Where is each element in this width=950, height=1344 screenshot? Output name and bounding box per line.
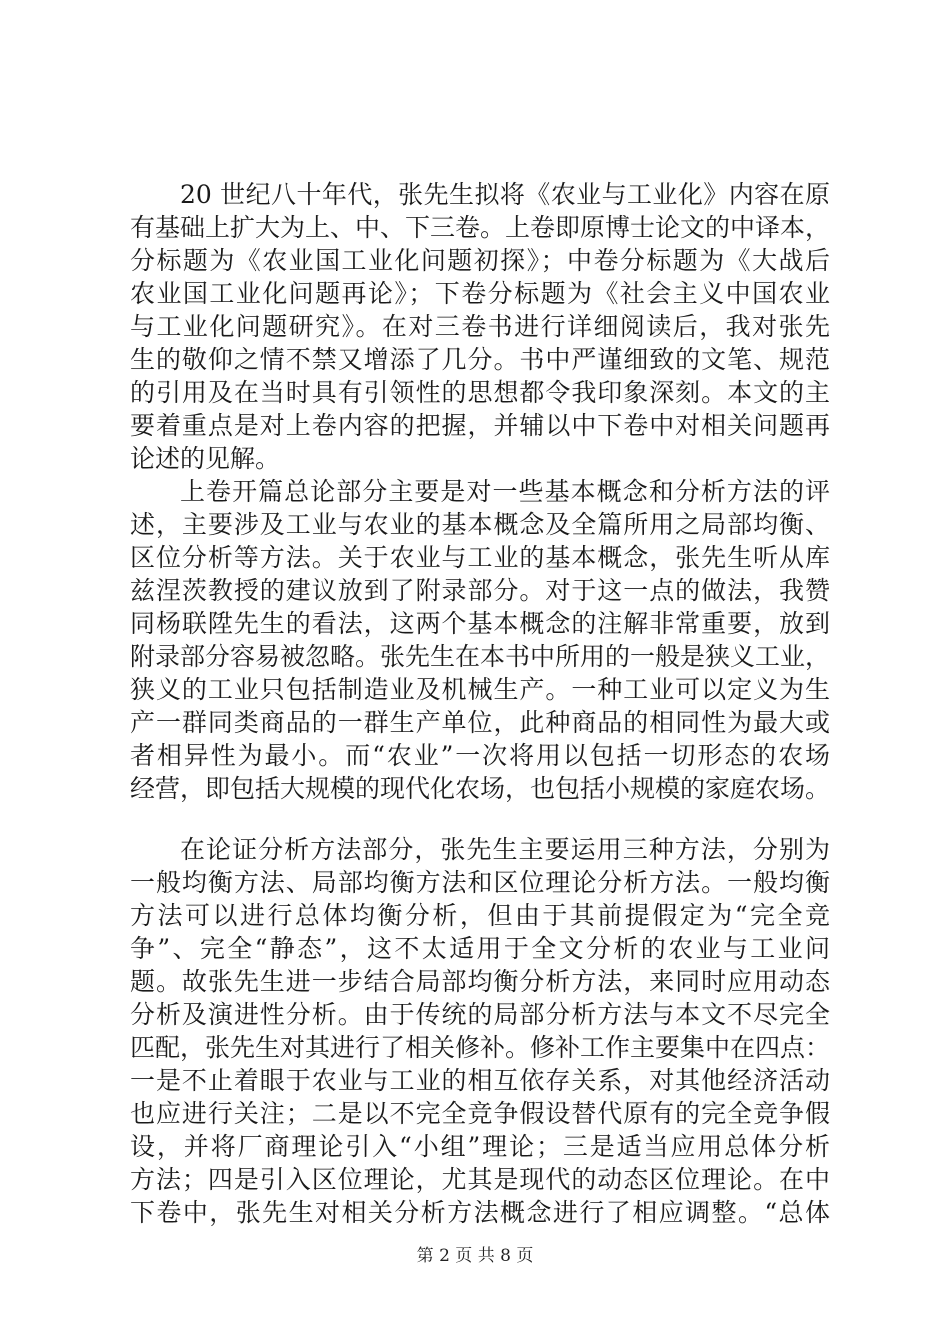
paragraph-line: 上卷开篇总论部分主要是对一些基本概念和分析方法的评 xyxy=(180,477,830,506)
paragraph-line: 兹涅茨教授的建议放到了附录部分。对于这一点的做法，我赞 xyxy=(130,576,830,605)
paragraph-line: 分标题为《农业国工业化问题初探》；中卷分标题为《大战后 xyxy=(130,246,830,275)
paragraph-line: 附录部分容易被忽略。张先生在本书中所用的一般是狭义工业， xyxy=(130,642,830,671)
paragraph-line: 方法可以进行总体均衡分析，但由于其前提假定为“完全竞 xyxy=(130,901,830,930)
paragraph-line: 在论证分析方法部分，张先生主要运用三种方法，分别为 xyxy=(180,835,830,864)
paragraph-line: 争”、完全“静态”，这不太适用于全文分析的农业与工业问 xyxy=(130,934,830,963)
paragraph-line: 农业国工业化问题再论》；下卷分标题为《社会主义中国农业 xyxy=(130,279,830,308)
page-footer: 第 2 页 共 8 页 xyxy=(416,1246,534,1266)
paragraph-line: 与工业化问题研究》。在对三卷书进行详细阅读后，我对张先 xyxy=(130,312,830,341)
paragraph-line: 经营，即包括大规模的现代化农场，也包括小规模的家庭农场。 xyxy=(130,774,830,803)
paragraph-line: 产一群同类商品的一群生产单位，此种商品的相同性为最大或 xyxy=(130,708,830,737)
paragraph-line: 同杨联陞先生的看法，这两个基本概念的注解非常重要，放到 xyxy=(130,609,830,638)
paragraph-line: 要着重点是对上卷内容的把握，并辅以中下卷中对相关问题再 xyxy=(130,411,830,440)
paragraph-line: 狭义的工业只包括制造业及机械生产。一种工业可以定义为生 xyxy=(130,675,830,704)
paragraph-line: 者相异性为最小。而“农业”一次将用以包括一切形态的农场 xyxy=(130,741,830,770)
paragraph-line: 匹配，张先生对其进行了相关修补。修补工作主要集中在四点： xyxy=(130,1033,830,1062)
paragraph-line: 生的敬仰之情不禁又增添了几分。书中严谨细致的文笔、规范 xyxy=(130,345,830,374)
paragraph-line: 设，并将厂商理论引入“小组”理论；三是适当应用总体分析 xyxy=(130,1132,830,1161)
paragraph-line: 也应进行关注；二是以不完全竞争假设替代原有的完全竞争假 xyxy=(130,1099,830,1128)
paragraph-line: 分析及演进性分析。由于传统的局部分析方法与本文不尽完全 xyxy=(130,1000,830,1029)
paragraph-line: 述，主要涉及工业与农业的基本概念及全篇所用之局部均衡、 xyxy=(130,510,830,539)
paragraph-line: 下卷中，张先生对相关分析方法概念进行了相应调整。“总体 xyxy=(130,1198,830,1227)
paragraph-line: 题。故张先生进一步结合局部均衡分析方法，来同时应用动态 xyxy=(130,967,830,996)
paragraph-line: 方法；四是引入区位理论，尤其是现代的动态区位理论。在中 xyxy=(130,1165,830,1194)
paragraph-line: 论述的见解。 xyxy=(130,444,281,473)
paragraph-line: 一是不止着眼于农业与工业的相互依存关系，对其他经济活动 xyxy=(130,1066,830,1095)
paragraph-line: 一般均衡方法、局部均衡方法和区位理论分析方法。一般均衡 xyxy=(130,868,830,897)
paragraph-line: 区位分析等方法。关于农业与工业的基本概念，张先生听从库 xyxy=(130,543,830,572)
paragraph-line: 20 世纪八十年代，张先生拟将《农业与工业化》内容在原 xyxy=(180,180,830,209)
paragraph-line: 的引用及在当时具有引领性的思想都令我印象深刻。本文的主 xyxy=(130,378,830,407)
paragraph-line: 有基础上扩大为上、中、下三卷。上卷即原博士论文的中译本， xyxy=(130,213,830,242)
